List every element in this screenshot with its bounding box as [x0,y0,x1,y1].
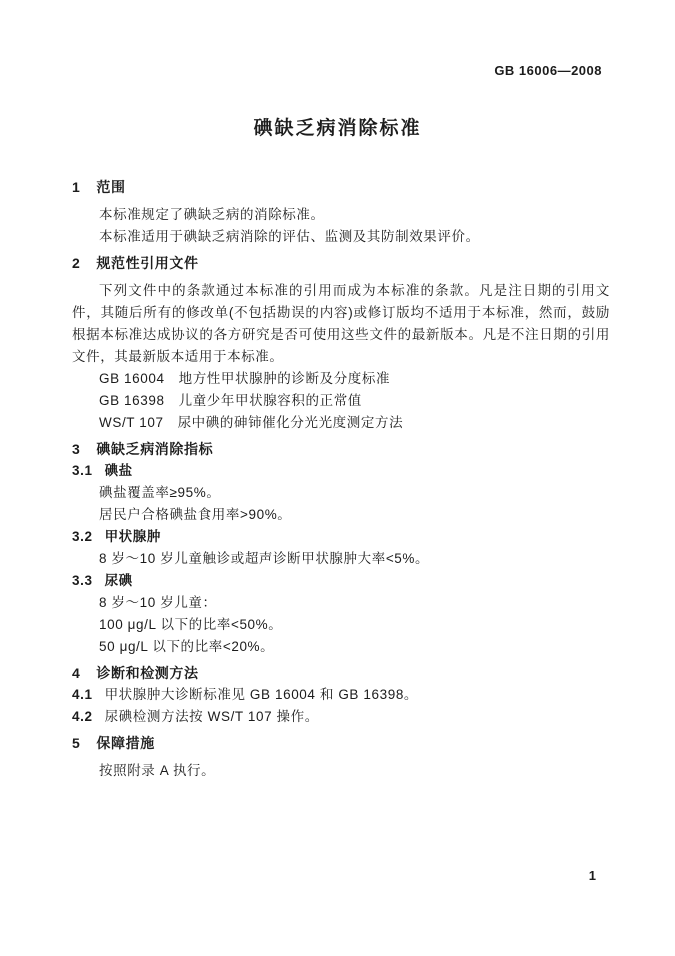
clause-4-2 [72,706,610,728]
paragraph: 居民户合格碘盐食用率>90%。 [99,507,292,522]
paragraph: 下列文件中的条款通过本标准的引用而成为本标准的条款。凡是注日期的引用文件，其随后所有的修改单(不包括勘误的内容)或修订版均不适用于本标准，然而，鼓励根据本标准达成协议的各方研究是否可使用这些文件的最新版本。凡是不注日期的引用文件，其最新版本适用于本标准。 [72,283,610,364]
paragraph: 本标准适用于碘缺乏病消除的评估、监测及其防制效果评价。 [99,229,480,244]
reference-code: GB 16398 [99,393,165,408]
paragraph: 碘盐覆盖率≥95%。 [99,485,221,500]
section-title: 诊断和检测方法 [96,665,199,681]
subsection-number: 3.2 [72,529,93,544]
section-number: 2 [72,255,81,271]
section-number: 1 [72,179,81,195]
paragraph: 8 岁～10 岁儿童： [99,595,217,610]
paragraph: 8 岁～10 岁儿童触诊或超声诊断甲状腺肿大率<5%。 [99,551,430,566]
reference-code: GB 16004 [99,371,165,386]
section-4-heading [72,662,610,684]
document-body [72,176,610,782]
reference-title: 尿中碘的砷铈催化分光光度测定方法 [177,415,404,430]
subsection-3-3-heading [72,570,610,592]
paragraph: 按照附录 A 执行。 [99,763,216,778]
clause-4-1 [72,684,610,706]
document-title: 碘缺乏病消除标准 [253,118,422,139]
reference-item [72,390,610,412]
subsection-number: 3.3 [72,573,93,588]
section-title: 范围 [96,179,126,195]
section-number: 4 [72,665,81,681]
subsection-3-1-heading [72,460,610,482]
reference-title: 地方性甲状腺肿的诊断及分度标准 [178,371,391,386]
section-title: 规范性引用文件 [96,255,199,271]
clause-number: 4.1 [72,687,93,702]
paragraph: 本标准规定了碘缺乏病的消除标准。 [99,207,325,222]
subsection-3-2-heading [72,526,610,548]
reference-title: 儿童少年甲状腺容积的正常值 [178,393,362,408]
clause-text: 尿碘检测方法按 WS/T 107 操作。 [104,709,319,724]
section-5-heading [72,732,610,754]
section-1-heading [72,176,610,198]
paragraph: 50 μg/L 以下的比率<20%。 [99,639,275,654]
reference-code: WS/T 107 [99,415,164,430]
clause-text: 甲状腺肿大诊断标准见 GB 16004 和 GB 16398。 [104,687,419,702]
section-title: 碘缺乏病消除指标 [96,441,214,457]
reference-item [72,412,610,434]
subsection-number: 3.1 [72,463,93,478]
section-2-heading [72,252,610,274]
subsection-title: 碘盐 [104,463,133,478]
reference-item [72,368,610,390]
section-3-heading [72,438,610,460]
standard-code: GB 16006—2008 [494,63,602,78]
clause-number: 4.2 [72,709,93,724]
subsection-title: 尿碘 [104,573,133,588]
page-number: 1 [588,868,596,883]
subsection-title: 甲状腺肿 [104,529,161,544]
section-number: 5 [72,735,81,751]
section-number: 3 [72,441,81,457]
section-title: 保障措施 [96,735,155,751]
paragraph: 100 μg/L 以下的比率<50%。 [99,617,283,632]
